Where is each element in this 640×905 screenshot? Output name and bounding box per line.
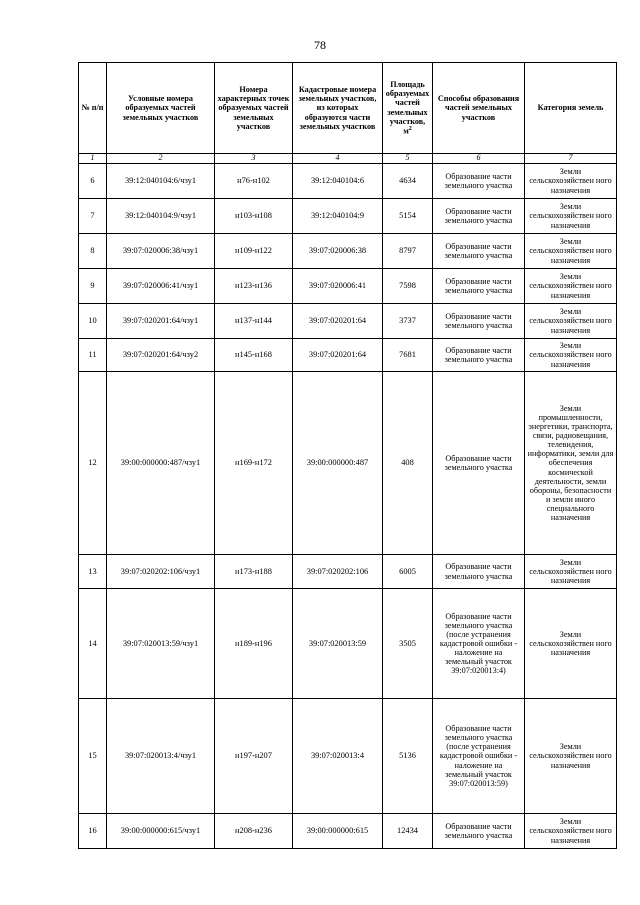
formation-method: Образование части земельного участка [433, 814, 525, 849]
formation-method: Образование части земельного участка [433, 372, 525, 555]
row-num: 14 [79, 589, 107, 699]
formation-method: Образование части земельного участка [433, 304, 525, 339]
header-cadastral: Кадастровые номера земельных участков, из которых образуются части земельных участков [293, 63, 383, 154]
part-number: 39:07:020202:106/чзу1 [107, 555, 215, 589]
cadastral-number: 39:07:020201:64 [293, 304, 383, 339]
column-number-row [79, 154, 617, 164]
area-value: 3505 [383, 589, 433, 699]
land-category: Земли сельскохозяйствен ного назначения [525, 234, 617, 269]
point-numbers: н208-н236 [215, 814, 293, 849]
header-category: Категория земель [525, 63, 617, 154]
table-row [79, 699, 617, 814]
land-category: Земли сельскохозяйствен ного назначения [525, 199, 617, 234]
land-category: Земли сельскохозяйствен ного назначения [525, 699, 617, 814]
row-num: 10 [79, 304, 107, 339]
part-number: 39:12:040104:9/чзу1 [107, 199, 215, 234]
colnum-5: 5 [383, 154, 433, 164]
header-row [79, 63, 617, 154]
part-number: 39:07:020013:4/чзу1 [107, 699, 215, 814]
header-points: Номера характерных точек образуемых частей земельных участков [215, 63, 293, 154]
point-numbers: н173-н188 [215, 555, 293, 589]
colnum-1: 1 [79, 154, 107, 164]
colnum-4: 4 [293, 154, 383, 164]
part-number: 39:07:020201:64/чзу2 [107, 339, 215, 372]
formation-method: Образование части земельного участка [433, 199, 525, 234]
table-row [79, 199, 617, 234]
part-number: 39:00:000000:487/чзу1 [107, 372, 215, 555]
formation-method: Образование части земельного участка [433, 234, 525, 269]
row-num: 9 [79, 269, 107, 304]
point-numbers: н109-н122 [215, 234, 293, 269]
land-category: Земли сельскохозяйствен ного назначения [525, 304, 617, 339]
part-number: 39:07:020006:38/чзу1 [107, 234, 215, 269]
point-numbers: н137-н144 [215, 304, 293, 339]
cadastral-number: 39:07:020202:106 [293, 555, 383, 589]
point-numbers: н169-н172 [215, 372, 293, 555]
cadastral-number: 39:07:020013:4 [293, 699, 383, 814]
land-parts-table [78, 62, 617, 849]
page-number: 78 [314, 38, 326, 52]
area-value: 4634 [383, 164, 433, 199]
part-number: 39:07:020201:64/чзу1 [107, 304, 215, 339]
area-value: 7681 [383, 339, 433, 372]
row-num: 7 [79, 199, 107, 234]
part-number: 39:12:040104:6/чзу1 [107, 164, 215, 199]
header-part: Условные номера образуемых частей земельных участков [107, 63, 215, 154]
table-row [79, 555, 617, 589]
part-number: 39:07:020013:59/чзу1 [107, 589, 215, 699]
formation-method: Образование части земельного участка [433, 164, 525, 199]
land-category: Земли сельскохозяйствен ного назначения [525, 589, 617, 699]
table-row [79, 589, 617, 699]
header-area [383, 63, 433, 154]
cadastral-number: 39:07:020006:41 [293, 269, 383, 304]
point-numbers: н123-н136 [215, 269, 293, 304]
part-number: 39:07:020006:41/чзу1 [107, 269, 215, 304]
land-category: Земли сельскохозяйствен ного назначения [525, 339, 617, 372]
land-category: Земли сельскохозяйствен ного назначения [525, 269, 617, 304]
table-row [79, 234, 617, 269]
land-category: Земли сельскохозяйствен ного назначения [525, 164, 617, 199]
point-numbers: н76-н102 [215, 164, 293, 199]
formation-method: Образование части земельного участка [433, 269, 525, 304]
header-area-unit: 2 [408, 126, 412, 132]
colnum-2: 2 [107, 154, 215, 164]
area-value: 6005 [383, 555, 433, 589]
point-numbers: н197-н207 [215, 699, 293, 814]
cadastral-number: 39:07:020006:38 [293, 234, 383, 269]
table-row [79, 339, 617, 372]
colnum-3: 3 [215, 154, 293, 164]
table-row [79, 372, 617, 555]
row-num: 16 [79, 814, 107, 849]
area-value: 12434 [383, 814, 433, 849]
area-value: 3737 [383, 304, 433, 339]
row-num: 12 [79, 372, 107, 555]
area-value: 5136 [383, 699, 433, 814]
table-row [79, 814, 617, 849]
cadastral-number: 39:12:040104:6 [293, 164, 383, 199]
row-num: 8 [79, 234, 107, 269]
row-num: 15 [79, 699, 107, 814]
table-row [79, 304, 617, 339]
table-row [79, 269, 617, 304]
area-value: 408 [383, 372, 433, 555]
point-numbers: н189-н196 [215, 589, 293, 699]
formation-method: Образование части земельного участка [433, 555, 525, 589]
part-number: 39:00:000000:615/чзу1 [107, 814, 215, 849]
cadastral-number: 39:00:000000:487 [293, 372, 383, 555]
row-num: 13 [79, 555, 107, 589]
colnum-6: 6 [433, 154, 525, 164]
cadastral-number: 39:00:000000:615 [293, 814, 383, 849]
land-category: Земли промышленности, энергетики, транспорта, связи, радиовещания, телевидения, информатики, земли для обеспечения космической деятельности, земли обороны, безопасности и земли иного специального назначения [525, 372, 617, 555]
header-num: № п/п [79, 63, 107, 154]
formation-method: Образование части земельного участка [433, 339, 525, 372]
table-row [79, 164, 617, 199]
cadastral-number: 39:12:040104:9 [293, 199, 383, 234]
cadastral-number: 39:07:020013:59 [293, 589, 383, 699]
formation-method: Образование части земельного участка (после устранения кадастровой ошибки - наложение на земельный участок 39:07:020013:59) [433, 699, 525, 814]
area-value: 8797 [383, 234, 433, 269]
formation-method: Образование части земельного участка (после устранения кадастровой ошибки - наложение на земельный участок 39:07:020013:4) [433, 589, 525, 699]
land-category: Земли сельскохозяйствен ного назначения [525, 814, 617, 849]
header-method: Способы образования частей земельных участков [433, 63, 525, 154]
colnum-7: 7 [525, 154, 617, 164]
row-num: 11 [79, 339, 107, 372]
row-num: 6 [79, 164, 107, 199]
land-category: Земли сельскохозяйствен ного назначения [525, 555, 617, 589]
point-numbers: н145-н168 [215, 339, 293, 372]
header-area-label: Площадь образуемых частей земельных участков, м [385, 80, 430, 136]
point-numbers: н103-н108 [215, 199, 293, 234]
area-value: 7598 [383, 269, 433, 304]
cadastral-number: 39:07:020201:64 [293, 339, 383, 372]
area-value: 5154 [383, 199, 433, 234]
